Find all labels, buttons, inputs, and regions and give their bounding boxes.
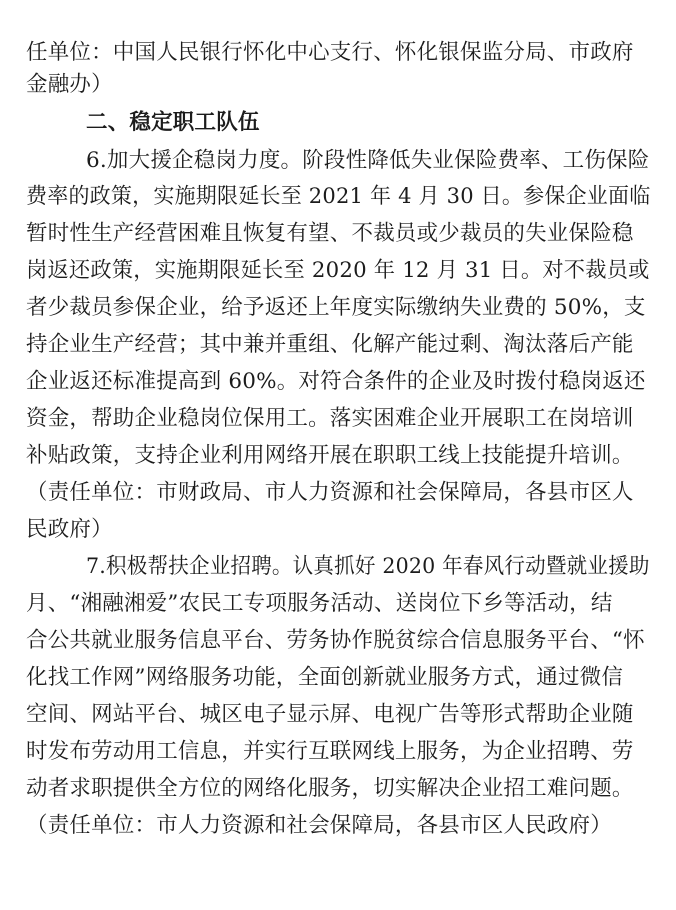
text-line-15: 7.积极帮扶企业招聘。认真抓好 2020 年春风行动暨就业援助 — [86, 554, 650, 579]
text-line-7: 岗返还政策，实施期限延长至 2020 年 12 月 31 日。对不裁员或 — [26, 258, 650, 283]
text-line-11: 资金，帮助企业稳岗位保用工。落实困难企业开展职工在岗培训 — [26, 406, 634, 431]
text-line-18: 化找工作网”网络服务功能，全面创新就业服务方式，通过微信 — [26, 665, 624, 690]
text-line-2: 金融办） — [26, 72, 113, 97]
text-line-20: 时发布劳动用工信息，并实行互联网线上服务，为企业招聘、劳 — [26, 739, 634, 764]
text-line-22: （责任单位：市人力资源和社会保障局，各县市区人民政府） — [26, 813, 612, 838]
text-line-4: 6.加大援企稳岗力度。阶段性降低失业保险费率、工伤保险 — [86, 148, 650, 173]
text-line-17: 合公共就业服务信息平台、劳务协作脱贫综合信息服务平台、“怀 — [26, 628, 645, 653]
text-line-6: 暂时性生产经营困难且恢复有望、不裁员或少裁员的失业保险稳 — [26, 221, 634, 246]
text-line-13: （责任单位：市财政局、市人力资源和社会保障局，各县市区人 — [26, 480, 634, 505]
text-line-10: 企业返还标准提高到 60%。对符合条件的企业及时拨付稳岗返还 — [26, 369, 646, 394]
text-line-9: 持企业生产经营；其中兼并重组、化解产能过剩、淘汰落后产能 — [26, 332, 634, 357]
text-line-8: 者少裁员参保企业，给予返还上年度实际缴纳失业费的 50%，支 — [26, 295, 646, 320]
section-heading: 二、稳定职工队伍 — [86, 110, 260, 135]
text-line-16: 月、“湘融湘爱”农民工专项服务活动、送岗位下乡等活动，结 — [26, 591, 613, 616]
text-line-12: 补贴政策，支持企业利用网络开展在职职工线上技能提升培训。 — [26, 443, 634, 468]
text-line-1: 任单位：中国人民银行怀化中心支行、怀化银保监分局、市政府 — [26, 40, 634, 65]
text-line-21: 动者求职提供全方位的网络化服务，切实解决企业招工难问题。 — [26, 776, 634, 801]
text-line-5: 费率的政策，实施期限延长至 2021 年 4 月 30 日。参保企业面临 — [26, 184, 651, 209]
text-line-14: 民政府） — [26, 517, 113, 542]
text-line-19: 空间、网站平台、城区电子显示屏、电视广告等形式帮助企业随 — [26, 702, 634, 727]
